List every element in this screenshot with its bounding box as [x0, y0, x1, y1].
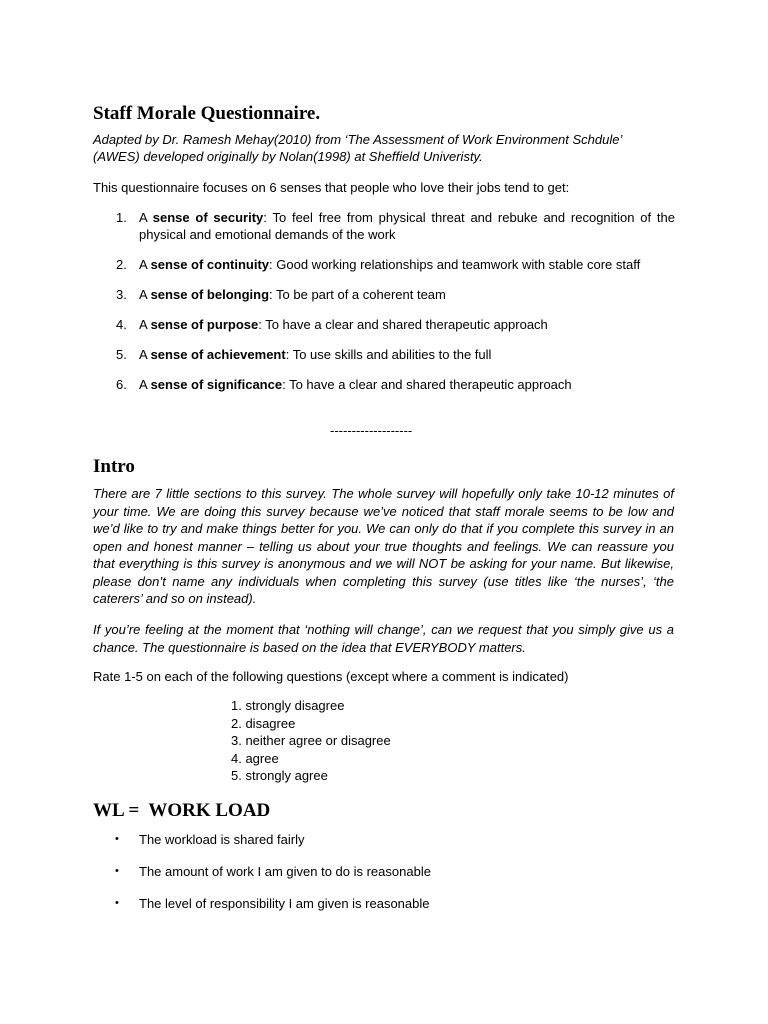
question-text: The workload is shared fairly [139, 832, 305, 847]
sense-term: sense of achievement [150, 347, 286, 362]
sense-item [93, 209, 675, 243]
question-text: The level of responsibility I am given is reasonable [139, 896, 430, 911]
question-item [93, 895, 431, 912]
sense-description: : To feel free from physical threat and rebuke and recognition of the physical and emotional demands of the work [139, 210, 675, 242]
workload-heading: WL = WORK LOAD [93, 800, 271, 821]
item-number: 1. [116, 210, 127, 225]
bullet-icon: • [115, 897, 119, 909]
section-divider: ------------------- [330, 423, 413, 438]
rating-scale-item: 1. strongly disagree [231, 698, 345, 713]
rating-scale-list [231, 697, 391, 785]
item-prefix: A [139, 347, 151, 362]
sense-description: : To use skills and abilities to the full [285, 347, 492, 362]
item-number: 5. [116, 347, 127, 362]
senses-list [93, 209, 675, 406]
sense-item [93, 346, 675, 363]
sense-term: sense of security [152, 210, 264, 225]
sense-item [93, 376, 675, 393]
sense-item [93, 286, 675, 303]
sense-term: sense of purpose [150, 317, 259, 332]
item-number: 6. [116, 377, 127, 392]
item-number: 2. [116, 257, 127, 272]
sense-description: : To be part of a coherent team [269, 287, 446, 302]
rating-instructions: Rate 1-5 on each of the following questions (except where a comment is indicated) [93, 669, 569, 684]
item-prefix: A [139, 317, 151, 332]
intro-paragraph-2: If you’re feeling at the moment that ‘nothing will change’, can we request that you simply give us a chance. The questionnaire is based on the idea that EVERYBODY matters. [93, 622, 674, 655]
sense-description: : Good working relationships and teamwork with stable core staff [269, 257, 641, 272]
intro-paragraph: There are 7 little sections to this survey. The whole survey will hopefully only take 10-12 minutes of your time. We are doing this survey because we’ve noticed that staff morale seems to be low and we’d like to try and make things better for you. We can only do that if you complete this survey in an open and honest manner – telling us about your true thoughts and feelings. We can reassure you that everything is this survey is anonymous and we will NOT be asking for your name. But likewise, please don’t name any individuals when completing this survey (use titles like ‘the nurses’, ‘the caterers’ and so on instead). [93, 486, 674, 606]
question-item [93, 863, 431, 880]
bullet-icon: • [115, 865, 119, 877]
sense-description: : To have a clear and shared therapeutic approach [258, 317, 548, 332]
sense-item [93, 256, 675, 273]
item-number: 4. [116, 317, 127, 332]
sense-item [93, 316, 675, 333]
question-text: The amount of work I am given to do is reasonable [139, 864, 431, 879]
intro-heading: Intro [93, 456, 135, 477]
focus-text: This questionnaire focuses on 6 senses that people who love their jobs tend to get: [93, 180, 570, 195]
item-prefix: A [139, 210, 153, 225]
workload-questions [93, 831, 431, 927]
rating-scale-item: 2. disagree [231, 715, 296, 731]
item-prefix: A [139, 257, 151, 272]
item-prefix: A [139, 287, 151, 302]
page-title: Staff Morale Questionnaire. [93, 103, 321, 124]
bullet-icon: • [115, 833, 119, 845]
sense-term: sense of significance [150, 377, 283, 392]
question-item [93, 831, 431, 848]
rating-scale-item: 3. neither agree or disagree [231, 733, 391, 749]
item-number: 3. [116, 287, 127, 302]
item-prefix: A [139, 377, 151, 392]
sense-term: sense of belonging [150, 287, 270, 302]
sense-term: sense of continuity [150, 257, 270, 272]
attribution-text: Adapted by Dr. Ramesh Mehay(2010) from ‘The Assessment of Work Environment Schdule’ (AWES) developed originally by Nolan(1998) at Sheffield Univeristy. [93, 132, 622, 164]
sense-description: : To have a clear and shared therapeutic approach [282, 377, 572, 392]
rating-scale-item: 5. strongly agree [231, 768, 328, 784]
rating-scale-item: 4. agree [231, 750, 279, 766]
